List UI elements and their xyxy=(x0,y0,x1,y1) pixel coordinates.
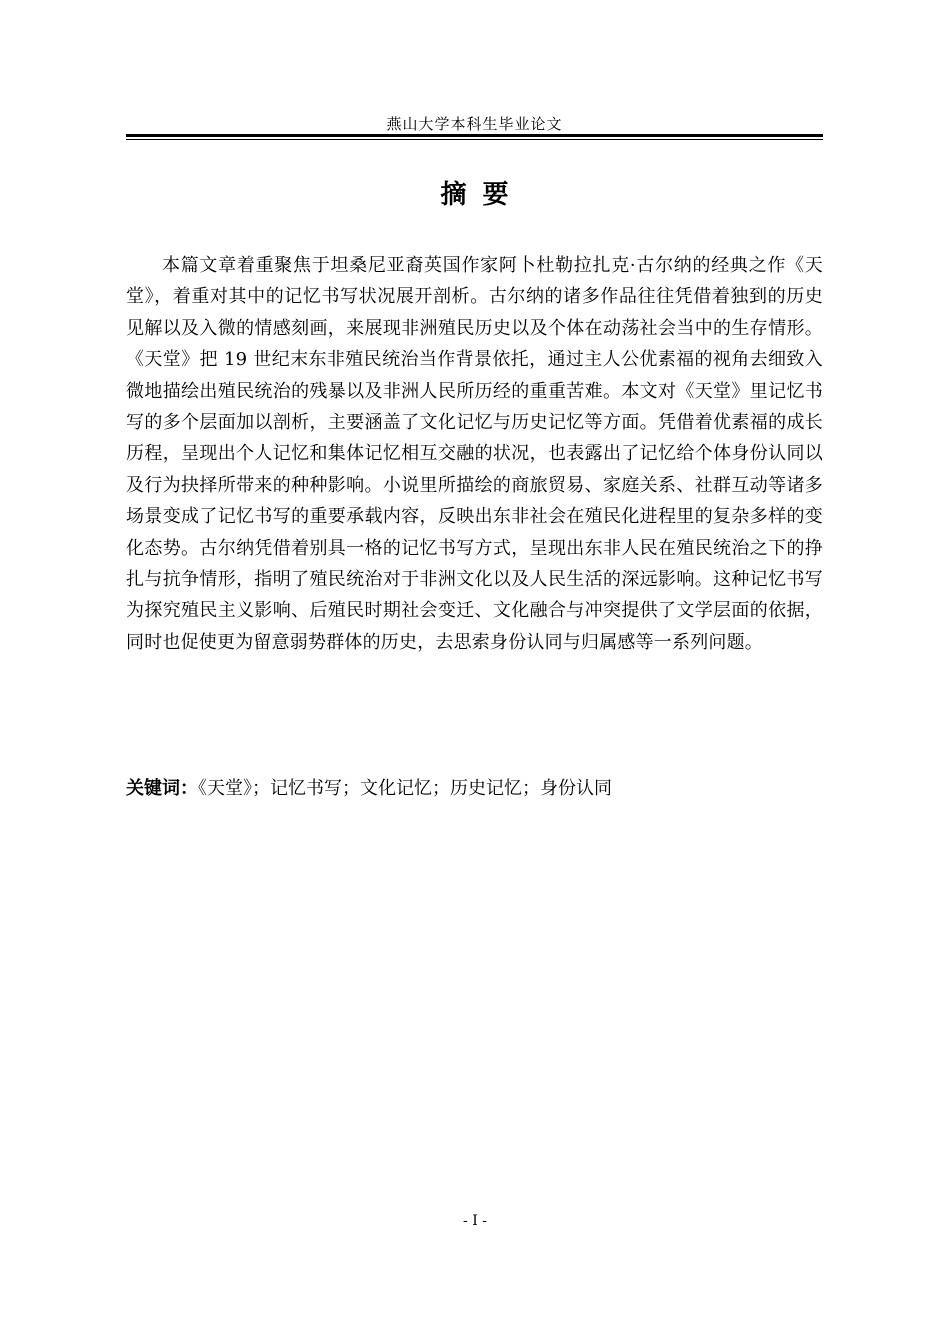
header-rule-thin xyxy=(126,139,823,140)
abstract-title: 摘要 xyxy=(440,180,525,210)
keywords-line xyxy=(126,776,823,802)
page-number: - I - xyxy=(463,1213,487,1229)
running-header: 燕山大学本科生毕业论文 xyxy=(386,115,563,133)
header-rule-thick xyxy=(126,134,823,137)
keywords-label: 关键词： xyxy=(126,778,198,799)
keywords-text: 《天堂》；记忆书写；文化记忆；历史记忆；身份认同 xyxy=(198,778,612,799)
abstract-body: 本篇文章着重聚焦于坦桑尼亚裔英国作家阿卜杜勒拉扎克·古尔纳的经典之作《天堂》，着重对其中的记忆书写状况展开剖析。古尔纳的诸多作品往往凭借着独到的历史见解以及入微的情感刻画，来展现非洲殖民历史以及个体在动荡社会当中的生存情形。《天堂》把 19 世纪末东非殖民统治当作背景依托，通过主人公优素福的视角去细致入微地描绘出殖民统治的残暴以及非洲人民所历经的重重苦难。本文对《天堂》里记忆书写的多个层面加以剖析，主要涵盖了文化记忆与历史记忆等方面。凭借着优素福的成长历程，呈现出个人记忆和集体记忆相互交融的状况，也表露出了记忆给个体身份认同以及行为抉择所带来的种种影响。小说里所描绘的商旅贸易、家庭关系、社群互动等诸多场景变成了记忆书写的重要承载内容，反映出东非社会在殖民化进程里的复杂多样的变化态势。古尔纳凭借着别具一格的记忆书写方式，呈现出东非人民在殖民统治之下的挣扎与抗争情形，指明了殖民统治对于非洲文化以及人民生活的深远影响。这种记忆书写为探究殖民主义影响、后殖民时期社会变迁、文化融合与冲突提供了文学层面的依据，同时也促使更为留意弱势群体的历史，去思索身份认同与归属感等一系列问题。 xyxy=(126,255,823,653)
